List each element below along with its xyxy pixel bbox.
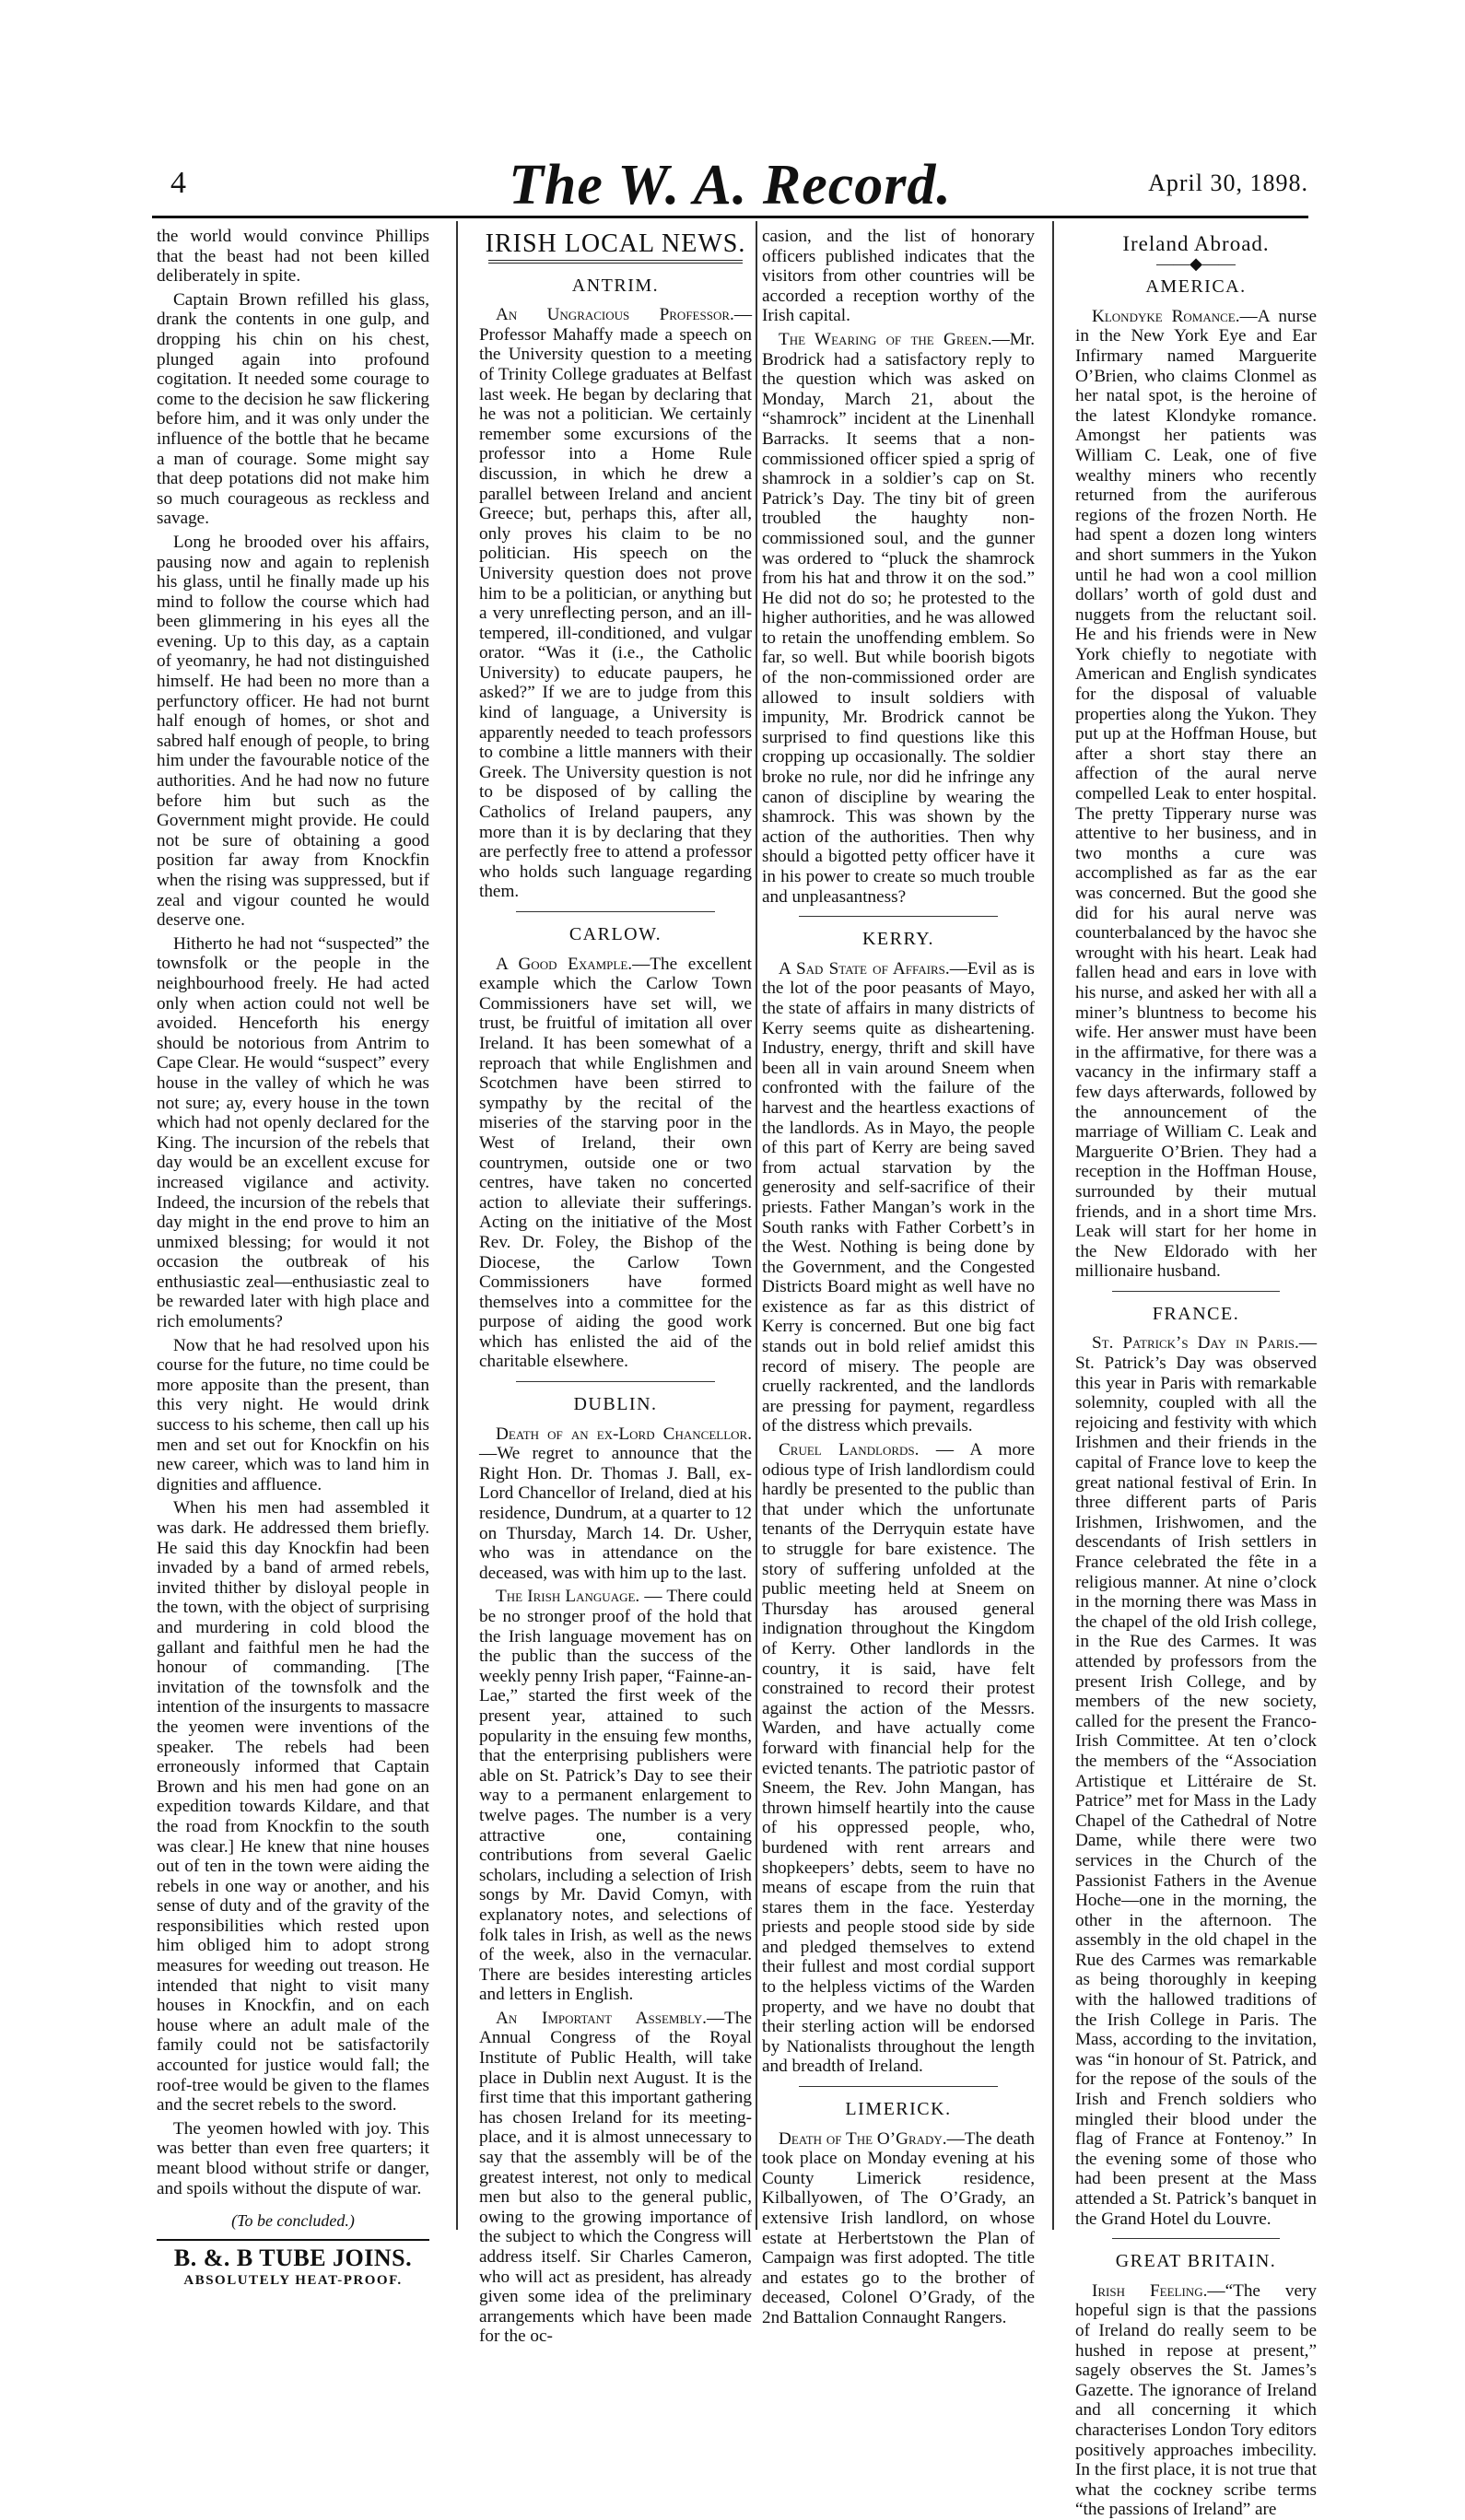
news-lead: Klondyke Romance. — [1092, 306, 1240, 326]
issue-date: April 30, 1898. — [1148, 170, 1308, 196]
news-text: — A more odious type of Irish landlordism could hardly be presented to the public than that under which the unfortunate tenants of the Derryquin estate have to struggle for bare existence. The story of suffering unfolded at the public meeting held at Sneem on Thursday has aroused general indignation throughout the Kingdom of Kerry. Other landlords in the country, it is said, have felt constrained to record their protest against the action of the Messrs. Warden, and have actually come forward with financial help for the evicted tenants. The patriotic pastor of Sneem, the Rev. John Mangan, has thrown himself heartily into the cause of his oppressed people, who, burdened with rent arrears and shopkeepers’ debts, seem to have no means of escape from the ruin that stares them in the face. Yesterday priests and people stood side by side and pledged themselves to extend their fullest and most cordial support to the helpless victims of the Warden property, and we have no doubt that their sterling action will be endorsed by Nationalists throughout the length and breadth of Ireland. — [762, 1440, 1035, 2077]
news-text: —The death took place on Monday evening at his County Limerick residence, Kilballyowen, of The O’Grady, an extensive Irish landlord, on whose estate at Herbertstown the Plan of Campaign was first adopted. The title and estates go to the brother of deceased, Colonel O’Grady, of the 2nd Battalion Connaught Rangers. — [762, 2128, 1035, 2327]
section-rule — [1112, 2238, 1280, 2239]
masthead — [152, 155, 1308, 216]
story-paragraph: Now that he had resolved upon his course for the future, no time could be more apposite than the present, than this very night. He would drink success to his scheme, then call up his men and set out for Knockfin on his new career, which was to land him in dignities and affluence. — [157, 1335, 429, 1494]
news-continuation: casion, and the list of honorary officers published indicates that the visitors from other countries will be accorded a reception worthy of the Irish capital. — [762, 227, 1035, 326]
news-lead: An Important Assembly. — [496, 2008, 707, 2028]
page-number: 4 — [170, 166, 186, 200]
heading-rule — [488, 260, 743, 264]
masthead-rule — [152, 216, 1308, 218]
news-item — [1075, 2281, 1317, 2520]
section-heading-limerick: LIMERICK. — [845, 2099, 952, 2120]
news-item — [479, 1424, 752, 1584]
story-paragraph: Captain Brown refilled his glass, drank the contents in one gulp, and dropping his chin on his chest, plunged again into profound cogitation. It needed some courage to come to the decision he saw flickering before him, and it was only under the influence of the bottle that he became a man of courage. Some might say that deep potations did not make him so much courageous as reckless and savage. — [157, 289, 429, 529]
column-news-continued — [762, 227, 1035, 2327]
news-lead: Cruel Landlords. — [779, 1440, 920, 1460]
section-rule — [799, 2086, 998, 2087]
news-lead: Death of an ex-Lord Chancellor. — [496, 1424, 752, 1444]
news-text: —The excellent example which the Carlow Town Commissioners have set will, we trust, be fruitful of imitation all over Ireland. It has been somewhat of a reproach that while Englishmen and Scotchmen have been stirred to sympathy by the recital of the miseries of the starving poor in the West of Ireland, their own countrymen, outside one or two centres, have taken no concerted action to alleviate their sufferings. Acting on the initiative of the Most Rev. Dr. Foley, the Bishop of the Diocese, the Carlow Town Commissioners have formed themselves into a committee for the purpose of aiding the good work which has enlisted the aid of the charitable elsewhere. — [479, 954, 752, 1372]
advert-rule — [157, 2239, 429, 2241]
newspaper-title: The W. A. Record. — [509, 154, 952, 217]
news-lead: Death of The O’Grady. — [779, 2128, 947, 2149]
news-text: —“The very hopeful sign is that the passions of Ireland do really seem to be hushed in repose at present,” sagely observes the St. James’s Gazette. The ignorance of Ireland and all concerning it which characterises London Tory editors positively approaches imbecility. In the first place, it is not true that what the cockney scribe terms “the passions of Ireland” are — [1075, 2280, 1317, 2520]
news-item — [762, 959, 1035, 1436]
news-item — [1075, 1333, 1317, 2229]
section-main-heading: Ireland Abroad. — [1122, 232, 1270, 255]
column-ireland-abroad — [1075, 227, 1317, 2520]
news-item — [762, 1440, 1035, 2077]
section-main-heading: IRISH LOCAL NEWS. — [485, 229, 746, 258]
news-text: — There could be no stronger proof of the hold that the Irish language movement has on the public than the success of the weekly penny Irish paper, “Fainne-an-Lae,” started the first week of the present year, attained to such popularity in the ensuing few months, that the enterprising publishers were able on St. Patrick’s Day to see their way to a permanent enlargement to twelve pages. The number is a very attractive one, containing contributions from several Gaelic scholars, including a selection of Irish songs by Mr. David Comyn, with explanatory notes, and selections of folk tales in Irish, as well as the news of the week, also in the vernacular. There are besides interesting articles and letters in English. — [479, 1587, 752, 2005]
to-be-concluded-note: (To be concluded.) — [231, 2211, 355, 2231]
news-item — [479, 305, 752, 902]
column-story — [157, 227, 429, 2289]
section-rule — [1112, 1291, 1280, 1292]
story-paragraph: Long he brooded over his affairs, pausing now and again to replenish his glass, until he finally made up his mind to follow the course which had been glimmering in his eyes all the evening. Up to this day, as a captain of yeomanry, he had not distinguished himself. He had been no more than a perfunctory officer. He had not burnt half enough of homes, or shot and sabred half enough of people, to bring him under the favourable notice of the authorities. And he had now no future before him but such as the Government might provide. He could not be sure of obtaining a good position far away from Knockfin when the rising was suppressed, but if zeal and vigour counted he would deserve one. — [157, 532, 429, 931]
story-paragraph: the world would convince Phillips that the beast had not been killed deliberately in spite. — [157, 227, 429, 287]
section-heading-antrim: ANTRIM. — [571, 275, 660, 296]
news-text: —Professor Mahaffy made a speech on the University question to a meeting of Trinity College graduates at Belfast last week. He began by declaring that he was not a politician. We certainly remember some excursions of the professor into a Home Rule discussion, in which he drew a parallel between Ireland and ancient Greece; but, perhaps this, after all, only proves his claim to be no politician. His speech on the University question does not prove him to be a politician, or anything but a very unreflecting person, and an ill-tempered, ill-conditioned, and vulgar orator. “Was it (i.e., the Catholic University) to educate paupers, he asked?” If we are to judge from this kind of language, a University is apparently needed to teach professors to combine a little manners with their Greek. The University question is not to be disposed of by calling the Catholics of Ireland paupers, any more than it is by declaring that they are perfectly free to attend a professor who holds such language regarding them. — [479, 305, 752, 902]
section-rule — [799, 916, 998, 917]
news-lead: A Good Example. — [496, 954, 633, 974]
news-item — [479, 1587, 752, 2004]
column-divider — [1052, 221, 1054, 2230]
news-lead: The Wearing of the Green. — [779, 329, 992, 349]
advert-subtitle: ABSOLUTELY HEAT-PROOF. — [183, 2273, 403, 2289]
news-text: —Mr. Brodrick had a satisfactory reply to the question which was asked on Monday, March 21, about the “shamrock” incident at the Linenhall Barracks. It seems that a non-commissioned officer spied a sprig of shamrock in a soldier’s cap on St. Patrick’s Day. The tiny bit of green troubled the haughty non-commissioned soul, and the gunner was ordered to “pluck the shamrock from his hat and throw it on the sod.” He did not do so; he protested to the higher authorities, and he was allowed to retain the unoffending emblem. So far, so well. But while boorish bigots of the non-commissioned order are allowed to insult soldiers with impunity, Mr. Brodrick cannot be surprised to find questions like this cropping up occasionally. The soldier broke no rule, nor did he infringe any canon of discipline by wearing the shamrock. This was shown by the action of the authorities. Then why should a bigotted petty officer have it in his power to create so much trouble and unpleasantness? — [762, 329, 1035, 907]
story-paragraph: The yeomen howled with joy. This was better than even free quarters; it meant blood without strife or danger, and spoils without the dispute of war. — [157, 2118, 429, 2198]
section-heading-carlow: CARLOW. — [568, 924, 662, 944]
news-text: —A nurse in the New York Eye and Ear Infirmary named Marguerite O’Brien, who claims Clonmel as her natal spot, is the heroine of the latest Klondyke romance. Amongst her patients was William C. Leak, one of five wealthy miners who recently returned from the auriferous regions of the frozen North. He had spent a dozen long winters and short summers in the Yukon until he had won a cool million dollars’ worth of gold dust and nuggets from the reluctant soil. He and his friends were in New York chiefly to negotiate with American and English syndicates for the disposal of valuable properties along the Yukon. They put up at the Hoffman House, but after a short stay there an affection of the aural nerve compelled Leak to enter hospital. The pretty Tipperary nurse was attentive to her business, and in two months a cure was accomplished as far as the ear was concerned. But the good she did for his aural nerve was counterbalanced by the havoc she wrought with his heart. Leak had fallen head and ears in love with his nurse, and asked her with all a miner’s bluntness to become his wife. Her answer must have been in the affirmative, for there was a vacancy in the infirmary staff a few days afterwards, followed by the announcement of the marriage of William C. Leak and Marguerite O’Brien. They had a reception in the Hoffman House, surrounded by their mutual friends, and in a short time Mrs. Leak will start for her home in the New Eldorado with her millionaire husband. — [1075, 306, 1317, 1282]
news-item — [762, 2129, 1035, 2328]
column-divider — [756, 221, 757, 2230]
story-paragraph: Hitherto he had not “suspected” the townsfolk or the people in the neighbourhood freely. He had acted only when action could not well be avoided. Henceforth his energy should be notorious from Antrim to Cape Clear. He would “suspect” every house in the valley of which he was not sure; ay, every house in the town which had not openly declared for the King. The incursion of the rebels that day would be an excellent excuse for increased vigilance and activity. Indeed, the incursion of the rebels that day might in the end prove to him an unmixed blessing; for would it not occasion the outbreak of his enthusiastic zeal—enthusiastic zeal to be rewarded later with high place and rich emoluments? — [157, 933, 429, 1332]
advert-title: B. &. B TUBE JOINS. — [173, 2244, 413, 2271]
news-text: —We regret to announce that the Right Hon. Dr. Thomas J. Ball, ex-Lord Chancellor of Ireland, died at his residence, Dundrum, at a quarter to 12 on Thursday, March 14. Dr. Usher, who was in attendance on the deceased, was with him up to the last. — [479, 1444, 752, 1583]
story-paragraph: When his men had assembled it was dark. He addressed them briefly. He said this day Knockfin had been invaded by a band of armed rebels, invited thither by disloyal people in the town, with the object of surprising and murdering in cold blood the gallant and faithful men he had the honour of commanding. [The invitation of the townsfolk and the intention of the insurgents to massacre the yeomen were inventions of the speaker. The rebels had been erroneously informed that Captain Brown and his men had gone on an expedition towards Kildare, and that the road from Knockfin to the south was clear.] He knew that nine houses out of ten in the town were aiding the rebels in one way or another, and his sense of duty and of the gravity of the responsibilities which rested upon him obliged him to adopt strong measures for weeding out treason. He intended that night to visit many houses in Knockfin, and on each house where an adult male of the family could not be satisfactorily accounted for justice would fall; the roof-tree would be given to the flames and the secret rebels to the sword. — [157, 1498, 429, 2116]
news-lead: A Sad State of Affairs. — [779, 958, 950, 979]
section-rule — [516, 911, 715, 912]
section-heading-america: AMERICA. — [1145, 276, 1247, 298]
ornament-divider: ——◆—— — [1156, 253, 1236, 273]
section-heading-kerry: KERRY. — [861, 929, 935, 950]
news-lead: St. Patrick’s Day in Paris. — [1092, 1333, 1299, 1354]
news-item — [479, 2009, 752, 2347]
news-item — [479, 955, 752, 1372]
column-divider — [456, 221, 458, 2230]
news-text: —The Annual Congress of the Royal Institute of Public Health, will take place in Dublin next August. It is the first time that this important gathering has chosen Ireland for its meeting-place, and it is almost unnecessary to say that the assembly will be of the greatest interest, not only to medical men but also to the general public, owing to the growing importance of the subject to which the Congress will address itself. Sir Charles Cameron, who will act as president, has already given some idea of the preliminary arrangements which have been made for the oc- — [479, 2008, 752, 2347]
news-text: —St. Patrick’s Day was observed this year in Paris with remarkable solemnity, coupled with all the rejoicing and festivity with which Irishmen and their friends in the capital of France love to keep the great national festival of Erin. In three different parts of Paris Irishmen, Irishwomen, and the descendants of Irish settlers in France celebrated the fête in a religious manner. At nine o’clock in the morning there was Mass in the chapel of the old Irish college, in the Rue des Carmes. It was attended by professors from the present Irish College, and by members of the new society, called for the present the Franco-Irish Committee. At ten o’clock the members of the “Association Artistique et Littéraire de St. Patrice” met for Mass in the Lady Chapel of the Cathedral of Notre Dame, while there were two services in the Church of the Passionist Fathers in the Avenue Hoche—one in the morning, the other in the afternoon. The assembly in the old chapel in the Rue des Carmes was remarkable as being thoroughly in keeping with the hallowed traditions of the Irish College in Paris. The Mass, according to the invitation, was “in honour of St. Patrick, and for the repose of the souls of the Irish and French soldiers who mingled their blood under the flag of France at Fontenoy.” In the evening some of those who had been present at the Mass attended a St. Patrick’s banquet in the Grand Hotel du Louvre. — [1075, 1333, 1317, 2229]
section-heading-dublin: DUBLIN. — [573, 1394, 658, 1415]
section-heading-france: FRANCE. — [1152, 1303, 1240, 1324]
news-text: —Evil as is the lot of the poor peasants of Mayo, the state of affairs in many districts of Kerry seems quite as disheartening. Industry, energy, thrift and skill have been all in vain around Sneem when confronted with the failure of the harvest and the heartless exactions of the landlords. As in Mayo, the people of this part of Kerry are being saved from actual starvation by the generosity and self-sacrifice of their priests. Father Mangan’s work in the South ranks with Father Corbett’s in the West. Nothing is being done by the Government, and the Congested Districts Board might as well have no existence as far as this district of Kerry is concerned. But one big fact stands out in bold relief amidst this record of misery. The people are cruelly rackrented, and the landlords are pressing for payment, regardless of the distress which prevails. — [762, 958, 1035, 1436]
section-heading-great-britain: GREAT BRITAIN. — [1115, 2251, 1277, 2272]
news-item — [762, 330, 1035, 907]
news-lead: The Irish Language. — [496, 1587, 640, 1607]
column-irish-local-news — [479, 227, 752, 2347]
news-lead: Irish Feeling. — [1092, 2280, 1208, 2301]
news-lead: An Ungracious Professor. — [496, 305, 734, 325]
news-item — [1075, 307, 1317, 1282]
section-rule — [516, 1381, 715, 1382]
